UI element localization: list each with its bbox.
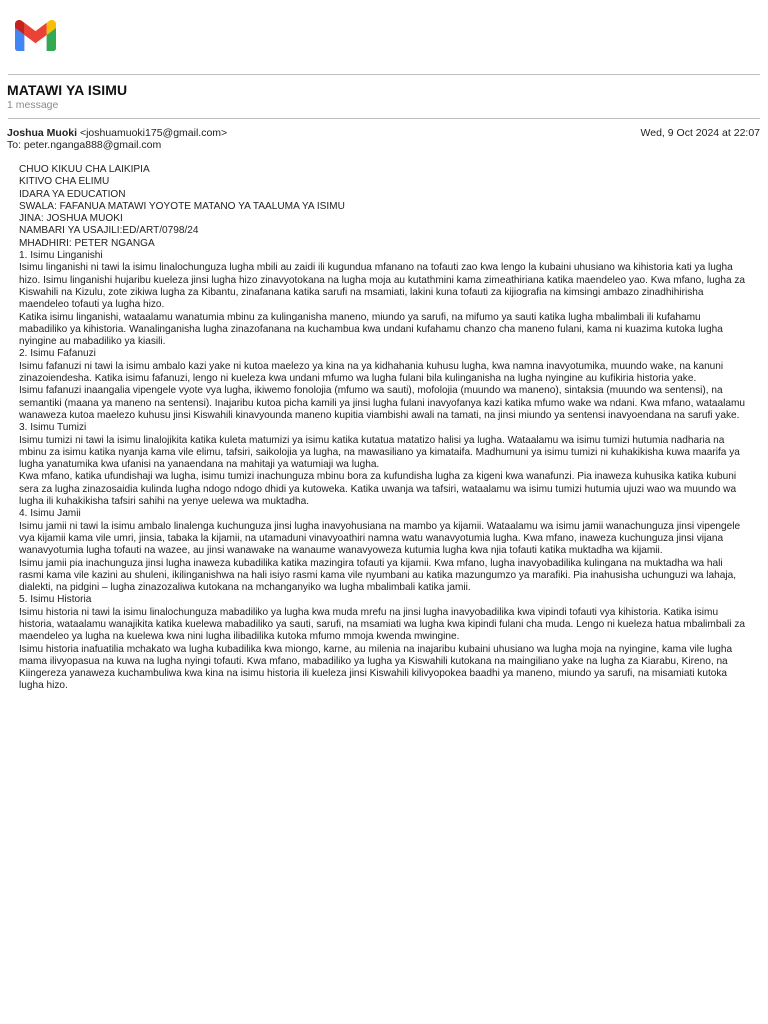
sender-name: Joshua Muoki [7, 127, 78, 139]
paragraph: Isimu jamii ni tawi la isimu ambalo linalenga kuchunguza jinsi lugha inavyohusiana na mambo ya kijamii. Wataalamu wa isimu jamii wanachunguza jinsi vipengele vya kijamii kama vile umri, jinsia, tabaka la kijamii, na utamaduni vinavyoathiri namna watu wanavyotumia lugha. Kwa mfano, inaweza kuchunguza jinsi vijana wanavyotumia lugha tofauti na wazee, au jinsi wanawake na wanaume wanavyoweza kutumia lugha kwa njia tofauti katika muktadha wa kijamii. [19, 520, 741, 557]
paragraph: Kwa mfano, katika ufundishaji wa lugha, isimu tumizi inachunguza mbinu bora za kufundisha lugha za kigeni kwa wanafunzi. Pia inaweza kuhusika katika kubuni sera za lugha zinazosaidia kulinda lugha ndogo ndogo dhidi ya kutoweka. Katika uwanja wa tafsiri, wataalamu wa isimu tumizi hutumia ujuzi wao wa muundo wa lugha ili kuhakikisha tafsiri sahihi na yenye uelewa wa muktadha. [19, 471, 737, 508]
header-line: CHUO KIKUU CHA LAIKIPIA [19, 164, 150, 175]
section-heading: 4. Isimu Jamii [19, 508, 81, 520]
header-line: KITIVO CHA ELIMU [19, 176, 110, 188]
header-line: SWALA: FAFANUA MATAWI YOYOTE MATANO YA TAALUMA YA ISIMU [19, 200, 345, 212]
email-subject: MATAWI YA ISIMU [7, 82, 128, 98]
sender-line [7, 127, 227, 139]
paragraph: Isimu tumizi ni tawi la isimu linalojikita katika kuleta matumizi ya isimu katika kutatua matatizo halisi ya lugha. Wataalamu wa isimu tumizi hutumia nadharia na mbinu za isimu katika nyanja kama vile elimu, tafsiri, saikolojia ya lugha, na mawasiliano ya kimataifa. Madhumuni ya isimu tumizi ni kuhakikisha kuwa maarifa ya lugha yanatumika kwa ufanisi na yanaendana na mahitaji ya watumiaji wa lugha. [19, 434, 740, 471]
paragraph: Isimu fafanuzi inaangalia vipengele vyote vya lugha, ikiwemo fonolojia (mfumo wa sauti), mofolojia (muundo wa maneno), sintaksia (muundo wa sentensi), na semantiki (maana ya maneno na sentensi). Inajaribu kutoa picha kamili ya jinsi lugha fulani inavyofanya kazi katika mfumo wake wa ndani. Kwa mfano, wataalamu wanaweza kutoa maelezo kuhusu jinsi Kiswahili kinavyounda maneno kupitia viambishi awali na tamati, na jinsi miundo ya sentensi inavyoendana na sarufi yake. [19, 385, 746, 421]
paragraph: Isimu historia inafuatilia mchakato wa lugha kubadilika kwa miongo, karne, au milenia na inajaribu kubaini uhusiano wa lugha moja na nyingine, kama vile lugha mama ilivyopasua na kuwa na lugha nyingi tofauti. Kwa mfano, mabadiliko ya lugha ya Kiswahili kutokana na maingiliano yake na lugha za Kiarabu, Kireno, na Kiingereza yanaweza kuchambuliwa kwa kina na isimu historia ili kueleza jinsi Kiswahili kilivyopokea baadhi ya maneno, miundo ya sarufi, na misamiati kutoka lugha hizo. [19, 643, 733, 692]
subject-divider [8, 118, 760, 119]
header-divider [8, 74, 760, 75]
header-line: JINA: JOSHUA MUOKI [19, 213, 123, 225]
header-line: MHADHIRI: PETER NGANGA [19, 237, 155, 249]
email-body [19, 164, 747, 693]
section-heading: 3. Isimu Tumizi [19, 422, 87, 434]
message-count: 1 message [7, 99, 59, 111]
section-heading: 2. Isimu Fafanuzi [19, 348, 96, 360]
paragraph: Isimu fafanuzi ni tawi la isimu ambalo kazi yake ni kutoa maelezo ya kina na ya kidhahania kuhusu lugha, kwa namna inavyotumika, muundo wake, na kanuni zinazoiendesha. Katika isimu fafanuzi, lengo ni kueleza kwa undani mfumo wa lugha fulani bila kulinganisha na lugha nyingine au kufikiria historia yake. [19, 360, 724, 385]
section-heading: 1. Isimu Linganishi [19, 250, 103, 262]
header-line: NAMBARI YA USAJILI:ED/ART/0798/24 [19, 225, 199, 237]
section-heading: 5. Isimu Historia [19, 594, 92, 606]
sender-email[interactable]: <joshuamuoki175@gmail.com> [79, 127, 228, 139]
header-line: IDARA YA EDUCATION [19, 188, 126, 200]
gmail-logo-icon[interactable] [15, 20, 56, 51]
document-header [19, 164, 747, 250]
paragraph: Katika isimu linganishi, wataalamu wanatumia mbinu za kulinganisha maneno, miundo ya sarufi, na mifumo ya sauti katika lugha mbalimbali ili kufahamu mabadiliko ya kihistoria. Wanalinganisha lugha zinazofanana na kuchambua kwa undani kufahamu chanzo cha maneno fulani, kama ni kuazima kutoka lugha nyingine au mabadiliko ya kiasili. [19, 311, 723, 348]
paragraph: Isimu historia ni tawi la isimu linalochunguza mabadiliko ya lugha kwa muda mrefu na jinsi lugha inavyobadilika kwa vipindi tofauti vya kihistoria. Katika isimu historia, wataalamu wanajikita katika kuelewa mabadiliko ya sauti, sarufi, na msamiati wa lugha kwa kipindi fulani cha muda. Lengo ni kueleza hatua mbalimbali za maendeleo ya lugha na kuelewa kwa nini lugha ilibadilika kutoka mfumo mmoja kwenda mwingine. [19, 606, 746, 643]
email-date: Wed, 9 Oct 2024 at 22:07 [640, 127, 760, 139]
paragraph: Isimu linganishi ni tawi la isimu linalochunguza lugha mbili au zaidi ili kugundua mfanano na tofauti zao kwa lengo la kubaini uhusiano wa kihistoria kati ya lugha hizo. Isimu linganishi hujaribu kueleza jinsi lugha hizo zinavyotokana na lugha moja au kutathmini kama zimeathiriana katika maendeleo yao. Kwa mfano, lugha za Kiswahili na Kizulu, zote zikiwa lugha za Kibantu, zinafanana katika sarufi na msamiati, lakini kuna tofauti za kijiografia na kimsingi ambazo zinadhihirisha maendeleo tofauti ya lugha hizo. [19, 262, 746, 311]
paragraph: Isimu jamii pia inachunguza jinsi lugha inaweza kubadilika katika mazingira tofauti ya kijamii. Kwa mfano, lugha inavyobadilika kulingana na muktadha wa hali rasmi kama vile kazini au shuleni, ikilinganishwa na hali isiyo rasmi kama vile nyumbani au katika mazungumzo ya marafiki. Pia inahusisha uchunguzi wa lahaja, dialekti, na pidgini – lugha zinazozaliwa kutokana na mchanganyiko wa lugha mbalimbali katika jamii. [19, 557, 737, 594]
recipient-line: To: peter.nganga888@gmail.com [7, 139, 162, 151]
